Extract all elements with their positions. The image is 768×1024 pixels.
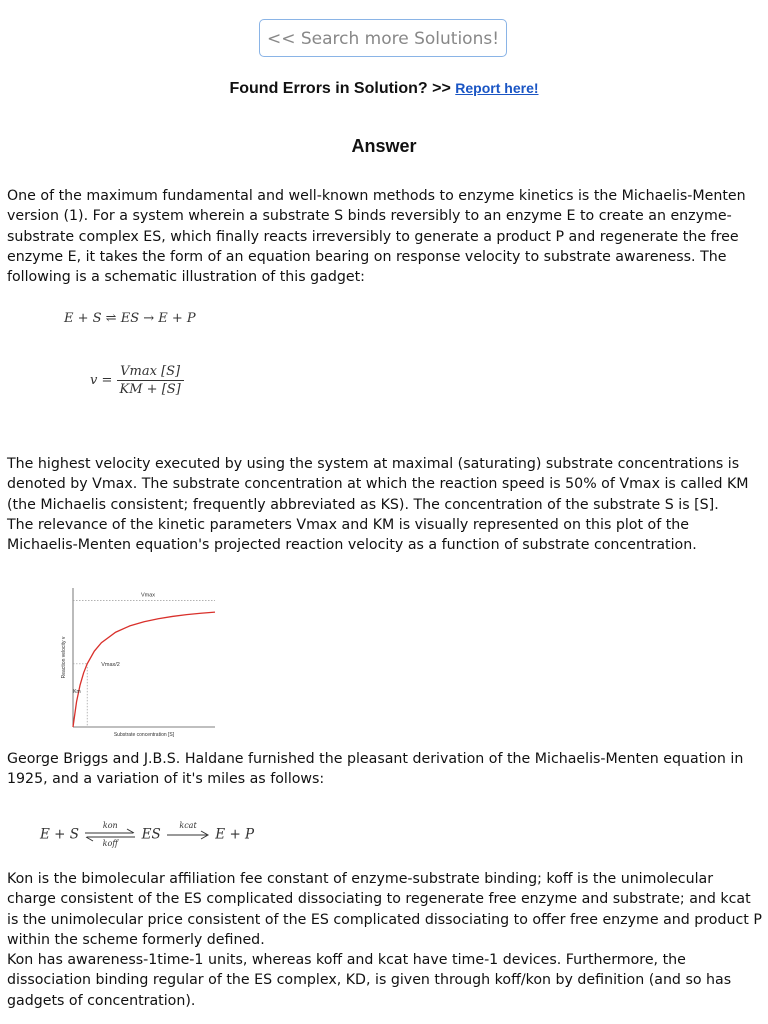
rate-denominator: KM + [S] (119, 382, 181, 397)
km-label: Km (73, 688, 81, 695)
scheme2-mid: ES (141, 826, 161, 843)
vmax-km-paragraph: The highest velocity executed by using the system at maximal (saturating) substrate concentrations is denoted by Vmax. The substrate concentration at which the reaction speed is 50% of Vmax is called KM (the Michaelis consistent; frequently abbreviated as KS). The concentration of the substrate S is [S]. (7, 456, 749, 513)
rate-fraction (117, 364, 184, 397)
reaction-scheme-2 (40, 822, 254, 848)
answer-heading: Answer (351, 136, 417, 156)
michaelis-menten-equation (90, 364, 184, 397)
kon-label: kon (102, 821, 118, 830)
units-paragraph: Kon has awareness-1time-1 units, whereas koff and kcat have time-1 devices. Furthermore, the dissociation binding regular of the ES complex, KD, is given through koff/kon by definition (and so has gadgets of concentration). (7, 952, 732, 1009)
reaction-scheme-1: E + S ⇌ ES → E + P (64, 311, 196, 326)
intro-paragraph: One of the maximum fundamental and well-known methods to enzyme kinetics is the Michaelis-Menten version (1). For a system wherein a substrate S binds reversibly to an enzyme E to create an enzyme-substrate complex ES, which finally reacts irreversibly to generate a product P and regenerate the free enzyme E, it takes the form of an equation bearing on response velocity to substrate awareness. The following is a schematic illustration of this gadget: (7, 188, 746, 286)
found-errors-text: Found Errors in Solution? >> (229, 80, 451, 97)
y-axis-label: Reaction velocity v (61, 636, 67, 679)
rate-constants-paragraph: Kon is the bimolecular affiliation fee constant of enzyme-substrate binding; koff is the unimolecular charge consistent of the ES complicated dissociating to regenerate free enzyme and substrate; and kcat is the unimolecular price consistent of the ES complicated dissociating to offer free enzyme and product P within the scheme formerly defined. (7, 871, 762, 948)
rate-lhs: v = (90, 373, 113, 388)
found-errors-line (0, 80, 768, 98)
michaelis-menten-chart (55, 580, 225, 745)
koff-label: koff (102, 839, 118, 848)
saturation-curve (73, 612, 215, 727)
scheme2-left: E + S (40, 826, 79, 843)
report-here-link[interactable]: Report here! (455, 80, 539, 96)
search-more-solutions-button[interactable]: << Search more Solutions! (259, 19, 507, 57)
vmax-label: Vmax (140, 592, 156, 599)
scheme2-right: E + P (215, 826, 255, 843)
forward-arrow-icon (165, 822, 211, 848)
briggs-haldane-paragraph: George Briggs and J.B.S. Haldane furnished the pleasant derivation of the Michaelis-Menten equation in 1925, and a variation of it's miles as follows: (7, 751, 744, 788)
half-vmax-label: Vmax/2 (101, 661, 120, 668)
x-axis-label: Substrate concentration [S] (113, 732, 175, 738)
kcat-label: kcat (179, 821, 197, 830)
equilibrium-arrow (83, 822, 137, 848)
forward-arrow (165, 822, 211, 848)
relevance-paragraph: The relevance of the kinetic parameters Vmax and KM is visually represented on this plot of the Michaelis-Menten equation's projected reaction velocity as a function of substrate concentration. (7, 517, 697, 554)
rate-numerator: Vmax [S] (117, 364, 184, 381)
